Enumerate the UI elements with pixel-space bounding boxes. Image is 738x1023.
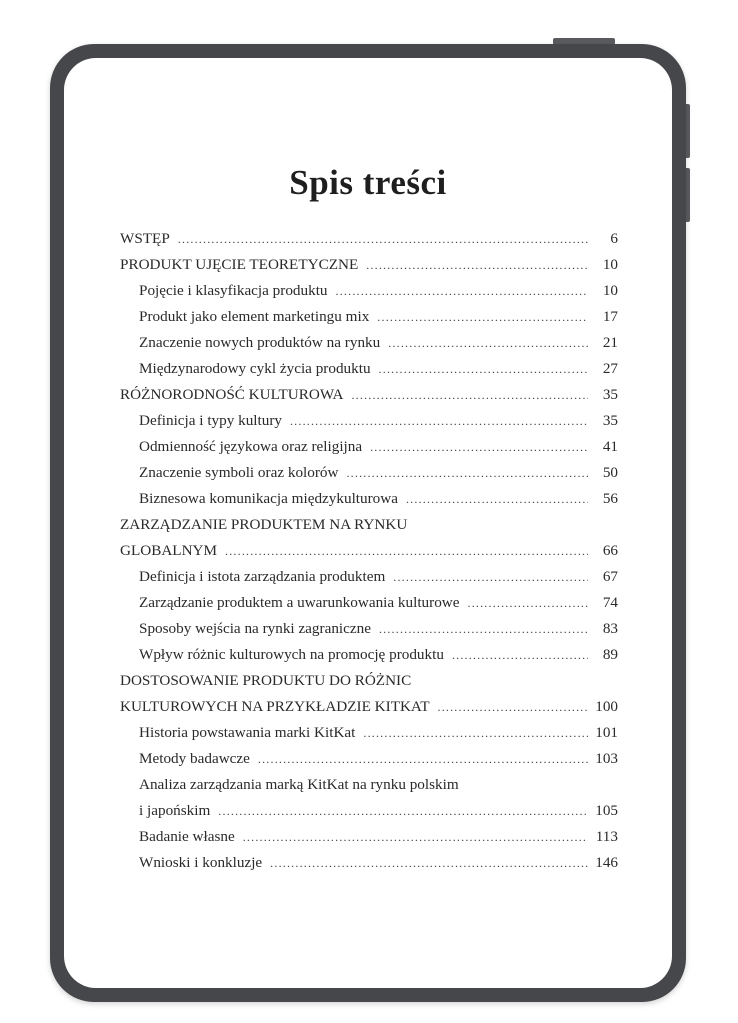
toc-entry-page: 17 bbox=[602, 308, 618, 325]
toc-entry-title: RÓŻNORODNOŚĆ KULTUROWA bbox=[120, 386, 344, 403]
toc-entry-title: Pojęcie i klasyfikacja produktu bbox=[139, 282, 328, 299]
toc-entry[interactable] bbox=[120, 850, 618, 876]
dot-leader bbox=[393, 564, 588, 590]
toc-entry-title: DOSTOSOWANIE PRODUKTU DO RÓŻNIC bbox=[120, 672, 412, 689]
dot-leader bbox=[218, 798, 588, 824]
dot-leader bbox=[452, 642, 588, 668]
toc-entry[interactable] bbox=[120, 564, 618, 590]
dot-leader bbox=[366, 252, 588, 278]
toc-entry[interactable] bbox=[120, 382, 618, 408]
tablet-frame bbox=[50, 44, 686, 1002]
toc-entry-title: PRODUKT UJĘCIE TEORETYCZNE bbox=[120, 256, 359, 273]
dot-leader bbox=[379, 616, 588, 642]
toc-entry-title: Wnioski i konkluzje bbox=[139, 854, 263, 871]
dot-leader bbox=[351, 382, 588, 408]
dot-leader bbox=[370, 434, 588, 460]
dot-leader bbox=[258, 746, 588, 772]
dot-leader bbox=[243, 824, 588, 850]
toc-entry-title: ZARZĄDZANIE PRODUKTEM NA RYNKU bbox=[120, 516, 408, 533]
toc-entry-title: Sposoby wejścia na rynki zagraniczne bbox=[139, 620, 371, 637]
toc-entry-page: 103 bbox=[595, 750, 618, 767]
toc-entry-title: Analiza zarządzania marką KitKat na rynku polskim bbox=[139, 776, 459, 793]
toc-entry[interactable] bbox=[120, 798, 618, 824]
toc-entry-title: Historia powstawania marki KitKat bbox=[139, 724, 356, 741]
toc-entry-title: i japońskim bbox=[139, 802, 211, 819]
toc-entry-title: KULTUROWYCH NA PRZYKŁADZIE KITKAT bbox=[120, 698, 430, 715]
dot-leader bbox=[363, 720, 588, 746]
toc-entry[interactable] bbox=[120, 824, 618, 850]
dot-leader bbox=[290, 408, 588, 434]
toc-entry[interactable] bbox=[120, 356, 618, 382]
page-title: Spis treści bbox=[289, 163, 447, 203]
toc-entry[interactable] bbox=[120, 304, 618, 330]
toc-entry[interactable] bbox=[120, 694, 618, 720]
toc-entry[interactable] bbox=[120, 278, 618, 304]
dot-leader bbox=[377, 304, 588, 330]
toc-entry-title: Produkt jako element marketingu mix bbox=[139, 308, 370, 325]
toc-entry[interactable] bbox=[120, 434, 618, 460]
toc-entry-page: 105 bbox=[595, 802, 618, 819]
dot-leader bbox=[336, 278, 588, 304]
dot-leader bbox=[225, 538, 588, 564]
toc-entry-page: 10 bbox=[602, 282, 618, 299]
toc-entry-title: Znaczenie nowych produktów na rynku bbox=[139, 334, 381, 351]
toc-entry-title: Biznesowa komunikacja międzykulturowa bbox=[139, 490, 398, 507]
tablet-screen bbox=[64, 58, 672, 988]
toc-entry-title: Definicja i istota zarządzania produktem bbox=[139, 568, 386, 585]
toc-entry-page: 74 bbox=[602, 594, 618, 611]
toc-entry[interactable] bbox=[120, 616, 618, 642]
toc-entry-title: Międzynarodowy cykl życia produktu bbox=[139, 360, 371, 377]
toc-entry-page: 41 bbox=[602, 438, 618, 455]
toc-entry-title: Znaczenie symboli oraz kolorów bbox=[139, 464, 339, 481]
toc-entry[interactable] bbox=[120, 252, 618, 278]
toc-entry[interactable] bbox=[120, 486, 618, 512]
toc-entry-page: 21 bbox=[602, 334, 618, 351]
toc-entry-page: 35 bbox=[602, 386, 618, 403]
toc-entry-page: 67 bbox=[602, 568, 618, 585]
toc-entry[interactable] bbox=[120, 668, 618, 694]
toc-entry-title: Odmienność językowa oraz religijna bbox=[139, 438, 363, 455]
toc-entry[interactable] bbox=[120, 772, 618, 798]
toc-entry-page: 113 bbox=[595, 828, 618, 845]
toc-entry-page: 146 bbox=[595, 854, 618, 871]
toc-entry-page: 6 bbox=[610, 230, 618, 247]
toc-entry-page: 89 bbox=[602, 646, 618, 663]
dot-leader bbox=[178, 226, 588, 252]
toc-entry[interactable] bbox=[120, 330, 618, 356]
toc-entry-title: GLOBALNYM bbox=[120, 542, 218, 559]
dot-leader bbox=[438, 694, 589, 720]
toc-entry[interactable] bbox=[120, 512, 618, 538]
toc-entry-title: WSTĘP bbox=[120, 230, 170, 247]
toc-entry-page: 100 bbox=[595, 698, 618, 715]
dot-leader bbox=[388, 330, 588, 356]
toc-entry-page: 56 bbox=[602, 490, 618, 507]
toc-entry-page: 10 bbox=[602, 256, 618, 273]
toc-entry[interactable] bbox=[120, 408, 618, 434]
toc-entry-page: 50 bbox=[602, 464, 618, 481]
toc-entry[interactable] bbox=[120, 538, 618, 564]
dot-leader bbox=[379, 356, 588, 382]
toc-entry-page: 66 bbox=[602, 542, 618, 559]
toc-entry-page: 27 bbox=[602, 360, 618, 377]
toc-entry-title: Wpływ różnic kulturowych na promocję produktu bbox=[139, 646, 444, 663]
table-of-contents bbox=[120, 226, 618, 876]
toc-entry[interactable] bbox=[120, 590, 618, 616]
dot-leader bbox=[346, 460, 588, 486]
toc-entry-page: 101 bbox=[595, 724, 618, 741]
dot-leader bbox=[468, 590, 589, 616]
dot-leader bbox=[270, 850, 588, 876]
toc-entry[interactable] bbox=[120, 746, 618, 772]
toc-entry-title: Badanie własne bbox=[139, 828, 235, 845]
toc-entry-page: 35 bbox=[602, 412, 618, 429]
toc-entry-title: Metody badawcze bbox=[139, 750, 250, 767]
toc-entry[interactable] bbox=[120, 720, 618, 746]
toc-entry[interactable] bbox=[120, 226, 618, 252]
toc-entry-title: Definicja i typy kultury bbox=[139, 412, 282, 429]
toc-entry-page: 83 bbox=[602, 620, 618, 637]
toc-entry[interactable] bbox=[120, 642, 618, 668]
dot-leader bbox=[406, 486, 588, 512]
toc-entry[interactable] bbox=[120, 460, 618, 486]
toc-entry-title: Zarządzanie produktem a uwarunkowania kulturowe bbox=[139, 594, 460, 611]
